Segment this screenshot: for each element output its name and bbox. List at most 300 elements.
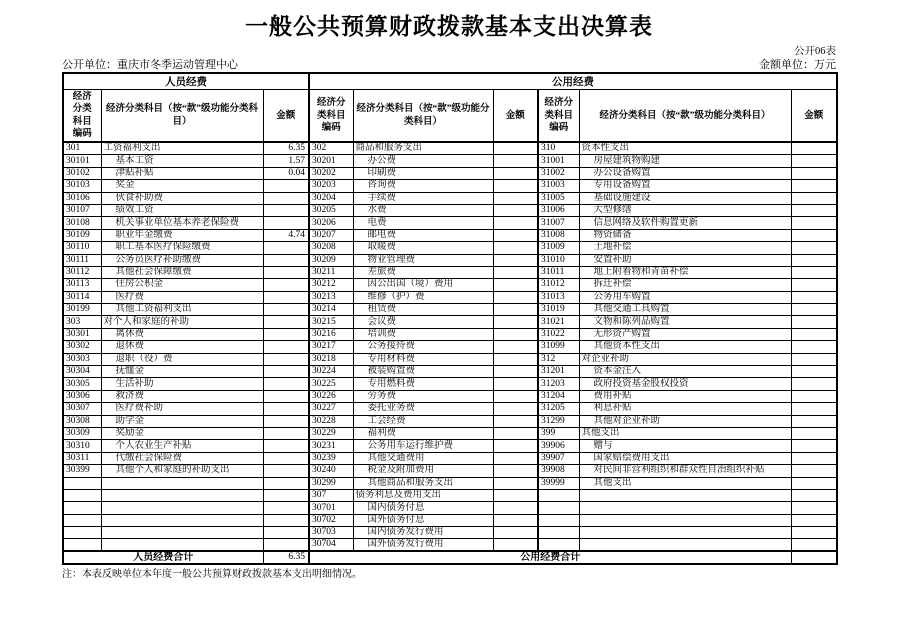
amount-cell [493, 539, 538, 552]
code-cell: 30201 [309, 155, 353, 167]
amount-cell [493, 353, 538, 365]
amount-cell [493, 465, 538, 477]
code-cell: 31011 [538, 266, 579, 278]
amount-cell [493, 142, 538, 155]
subject-cell [101, 477, 263, 489]
code-cell: 30225 [309, 378, 353, 390]
amount-cell: 1.57 [263, 155, 309, 167]
code-cell: 31021 [538, 316, 579, 328]
publish-unit-label: 公开单位：重庆市冬季运动管理中心 [62, 59, 238, 71]
amount-cell [263, 341, 309, 353]
amount-cell [791, 341, 837, 353]
amount-cell [493, 390, 538, 402]
amount-cell [263, 242, 309, 254]
subject-cell: 地上附着物和青苗补偿 [579, 266, 791, 278]
subject-cell: 物业管理费 [353, 254, 493, 266]
subject-cell: 工会经费 [353, 415, 493, 427]
code-cell: 399 [538, 427, 579, 439]
code-cell: 30208 [309, 242, 353, 254]
code-cell: 31010 [538, 254, 579, 266]
subject-cell: 税金及附加费用 [353, 465, 493, 477]
subject-cell: 物资储备 [579, 229, 791, 241]
subject-cell: 其他资本性支出 [579, 341, 791, 353]
subject-cell: 奖金 [101, 180, 263, 192]
amount-cell [263, 489, 309, 501]
subject-cell: 其他个人和家庭的补助支出 [101, 465, 263, 477]
code-cell: 30111 [63, 254, 101, 266]
table-row [63, 415, 837, 427]
table-number: 公开06表 [794, 46, 836, 57]
code-cell: 30204 [309, 192, 353, 204]
col-header-subject-public-capital: 经济分类科目（按“款”级功能分类科目） [579, 90, 791, 143]
code-cell: 30299 [309, 477, 353, 489]
code-cell: 30207 [309, 229, 353, 241]
subject-cell: 劳务费 [353, 390, 493, 402]
code-cell: 39999 [538, 477, 579, 489]
amount-cell [263, 266, 309, 278]
code-cell: 30106 [63, 192, 101, 204]
table-row [63, 378, 837, 390]
col-header-code-public-goods: 经济分类科目编码 [309, 90, 353, 143]
amount-cell [493, 204, 538, 216]
code-cell [538, 527, 579, 539]
amount-cell [263, 452, 309, 464]
subject-cell: 其他对企业补助 [579, 415, 791, 427]
table-row [63, 266, 837, 278]
code-cell: 30103 [63, 180, 101, 192]
amount-cell [791, 142, 837, 155]
amount-cell [263, 378, 309, 390]
amount-cell [493, 489, 538, 501]
subject-cell: 资本性支出 [579, 142, 791, 155]
code-cell: 31205 [538, 403, 579, 415]
code-cell: 39908 [538, 465, 579, 477]
amount-cell [493, 502, 538, 514]
subject-cell: 工资福利支出 [101, 142, 263, 155]
amount-cell [263, 279, 309, 291]
amount-cell [263, 415, 309, 427]
table-row [63, 477, 837, 489]
code-cell: 31007 [538, 217, 579, 229]
code-cell: 30206 [309, 217, 353, 229]
code-cell: 302 [309, 142, 353, 155]
code-cell: 30202 [309, 167, 353, 179]
amount-cell [263, 403, 309, 415]
table-row [63, 328, 837, 340]
table-row [63, 366, 837, 378]
subject-cell: 培训费 [353, 328, 493, 340]
amount-cell [493, 254, 538, 266]
code-cell: 30308 [63, 415, 101, 427]
code-cell [63, 477, 101, 489]
subject-cell: 专用设备购置 [579, 180, 791, 192]
subject-cell: 被装购置费 [353, 366, 493, 378]
subject-cell: 代缴社会保险费 [101, 452, 263, 464]
amount-cell [493, 217, 538, 229]
code-cell: 301 [63, 142, 101, 155]
personnel-total-amount: 6.35 [263, 551, 309, 564]
table-row [63, 192, 837, 204]
code-cell: 30209 [309, 254, 353, 266]
subject-cell: 津贴补贴 [101, 167, 263, 179]
table-row [63, 539, 837, 552]
subject-cell: 债务利息及费用支出 [353, 489, 493, 501]
amount-cell [791, 427, 837, 439]
subject-cell: 绩效工资 [101, 204, 263, 216]
amount-cell [791, 316, 837, 328]
amount-cell [263, 502, 309, 514]
subject-cell [579, 539, 791, 552]
table-row [63, 180, 837, 192]
subject-cell: 维修（护）费 [353, 291, 493, 303]
amount-cell: 6.35 [263, 142, 309, 155]
table-row [63, 527, 837, 539]
table-row [63, 291, 837, 303]
totals-row [63, 551, 837, 564]
page-title: 一般公共预算财政拨款基本支出决算表 [245, 13, 653, 39]
code-cell [538, 514, 579, 526]
code-cell [63, 514, 101, 526]
column-header-row [63, 90, 837, 143]
amount-cell [263, 204, 309, 216]
code-cell: 307 [309, 489, 353, 501]
amount-cell [493, 403, 538, 415]
subject-cell: 生活补助 [101, 378, 263, 390]
subject-cell: 差旅费 [353, 266, 493, 278]
code-cell: 31002 [538, 167, 579, 179]
table-row [63, 229, 837, 241]
subject-cell: 办公设备购置 [579, 167, 791, 179]
subject-cell: 手续费 [353, 192, 493, 204]
amount-cell [791, 502, 837, 514]
amount-cell [263, 539, 309, 552]
amount-cell [263, 527, 309, 539]
subject-cell: 助学金 [101, 415, 263, 427]
amount-cell [493, 514, 538, 526]
code-cell [63, 489, 101, 501]
code-cell: 30203 [309, 180, 353, 192]
subject-cell: 商品和服务支出 [353, 142, 493, 155]
subject-cell [101, 489, 263, 501]
subject-cell: 其他交通工具购置 [579, 304, 791, 316]
code-cell: 30214 [309, 304, 353, 316]
amount-cell [791, 514, 837, 526]
subject-cell: 救济费 [101, 390, 263, 402]
code-cell: 30216 [309, 328, 353, 340]
amount-cell [791, 353, 837, 365]
subject-cell: 费用补贴 [579, 390, 791, 402]
code-cell: 30307 [63, 403, 101, 415]
amount-cell [263, 427, 309, 439]
amount-cell [263, 304, 309, 316]
subject-cell: 公务接待费 [353, 341, 493, 353]
subject-cell: 咨询费 [353, 180, 493, 192]
code-cell: 30239 [309, 452, 353, 464]
table-row [63, 353, 837, 365]
table-row [63, 204, 837, 216]
amount-cell [263, 180, 309, 192]
col-header-code-personnel: 经济分类科目编码 [63, 90, 101, 143]
subject-cell: 其他交通费用 [353, 452, 493, 464]
amount-cell [791, 415, 837, 427]
table-row [63, 514, 837, 526]
code-cell: 30311 [63, 452, 101, 464]
code-cell: 30310 [63, 440, 101, 452]
subject-cell: 电费 [353, 217, 493, 229]
code-cell: 31299 [538, 415, 579, 427]
code-cell: 30199 [63, 304, 101, 316]
subject-cell: 福利费 [353, 427, 493, 439]
code-cell: 30227 [309, 403, 353, 415]
code-cell [538, 489, 579, 501]
amount-cell [791, 180, 837, 192]
code-cell [63, 502, 101, 514]
subject-cell [101, 539, 263, 552]
code-cell: 31013 [538, 291, 579, 303]
amount-cell: 0.04 [263, 167, 309, 179]
code-cell: 30304 [63, 366, 101, 378]
amount-cell [263, 328, 309, 340]
table-row [63, 452, 837, 464]
amount-cell [493, 415, 538, 427]
table-row [63, 304, 837, 316]
public-total-label: 公用经费合计 [309, 551, 791, 564]
code-cell: 30213 [309, 291, 353, 303]
subject-cell: 信息网络及软件购置更新 [579, 217, 791, 229]
subject-cell [101, 514, 263, 526]
amount-cell [263, 465, 309, 477]
amount-cell [791, 242, 837, 254]
amount-cell [791, 304, 837, 316]
amount-cell [263, 353, 309, 365]
subject-cell: 对企业补助 [579, 353, 791, 365]
code-cell: 30301 [63, 328, 101, 340]
subject-cell [101, 502, 263, 514]
subject-cell: 机关事业单位基本养老保险费 [101, 217, 263, 229]
col-header-subject-personnel: 经济分类科目（按“款”级功能分类科目） [101, 90, 263, 143]
code-cell [63, 539, 101, 552]
code-cell: 30309 [63, 427, 101, 439]
amount-cell [263, 440, 309, 452]
code-cell: 39907 [538, 452, 579, 464]
amount-cell [493, 279, 538, 291]
subject-cell: 职工基本医疗保险缴费 [101, 242, 263, 254]
code-cell: 31001 [538, 155, 579, 167]
amount-cell [791, 229, 837, 241]
code-cell: 31003 [538, 180, 579, 192]
code-cell: 30306 [63, 390, 101, 402]
amount-cell [493, 229, 538, 241]
code-cell [63, 527, 101, 539]
table-row [63, 390, 837, 402]
table-row [63, 502, 837, 514]
amount-unit-label: 金额单位：万元 [759, 59, 836, 71]
amount-cell [791, 452, 837, 464]
subject-cell: 退职（役）费 [101, 353, 263, 365]
code-cell: 30703 [309, 527, 353, 539]
amount-cell [493, 242, 538, 254]
subject-cell: 专用燃料费 [353, 378, 493, 390]
table-row [63, 254, 837, 266]
subject-cell [101, 527, 263, 539]
amount-cell [791, 527, 837, 539]
table-row [63, 279, 837, 291]
col-header-subject-public-goods: 经济分类科目（按“款”级功能分类科目） [353, 90, 493, 143]
table-row [63, 440, 837, 452]
subject-cell: 办公费 [353, 155, 493, 167]
code-cell: 30108 [63, 217, 101, 229]
amount-cell [791, 390, 837, 402]
subject-cell: 政府投资基金股权投资 [579, 378, 791, 390]
subject-cell: 奖励金 [101, 427, 263, 439]
code-cell: 31201 [538, 366, 579, 378]
subject-cell: 专用材料费 [353, 353, 493, 365]
amount-cell [263, 390, 309, 402]
subject-cell: 租赁费 [353, 304, 493, 316]
code-cell: 312 [538, 353, 579, 365]
amount-cell [263, 366, 309, 378]
section-header-personnel: 人员经费 [63, 73, 309, 90]
subject-cell: 邮电费 [353, 229, 493, 241]
amount-cell [791, 477, 837, 489]
subject-cell: 对民间非营利组织和群众性自治组织补贴 [579, 465, 791, 477]
amount-cell [493, 477, 538, 489]
code-cell: 30215 [309, 316, 353, 328]
code-cell: 30231 [309, 440, 353, 452]
subject-cell: 大型修缮 [579, 204, 791, 216]
amount-cell [493, 341, 538, 353]
code-cell: 31019 [538, 304, 579, 316]
amount-cell [791, 217, 837, 229]
subject-cell: 国外债务发行费用 [353, 539, 493, 552]
code-cell: 31009 [538, 242, 579, 254]
code-cell: 30240 [309, 465, 353, 477]
code-cell: 30704 [309, 539, 353, 552]
subject-cell: 离休费 [101, 328, 263, 340]
subject-cell: 其他工资福利支出 [101, 304, 263, 316]
amount-cell [791, 378, 837, 390]
subject-cell: 对个人和家庭的补助 [101, 316, 263, 328]
subject-cell: 住房公积金 [101, 279, 263, 291]
amount-cell [791, 254, 837, 266]
code-cell: 30101 [63, 155, 101, 167]
code-cell: 30224 [309, 366, 353, 378]
subject-cell: 其他商品和服务支出 [353, 477, 493, 489]
amount-cell [791, 489, 837, 501]
code-cell: 30212 [309, 279, 353, 291]
table-row [63, 489, 837, 501]
table-body [63, 142, 837, 551]
expenditure-table [62, 72, 838, 565]
subject-cell: 印刷费 [353, 167, 493, 179]
amount-cell [493, 192, 538, 204]
code-cell: 30113 [63, 279, 101, 291]
col-header-amount-public-capital: 金额 [791, 90, 837, 143]
section-header-row [63, 73, 837, 90]
code-cell: 31005 [538, 192, 579, 204]
subject-cell: 伙食补助费 [101, 192, 263, 204]
meta-row [62, 59, 836, 72]
subject-cell: 其他支出 [579, 427, 791, 439]
code-cell: 31008 [538, 229, 579, 241]
amount-cell [791, 192, 837, 204]
amount-cell [791, 266, 837, 278]
code-cell: 31099 [538, 341, 579, 353]
amount-cell [791, 366, 837, 378]
amount-cell [493, 316, 538, 328]
code-cell: 30399 [63, 465, 101, 477]
amount-cell [263, 316, 309, 328]
subject-cell [579, 514, 791, 526]
subject-cell: 医疗费补助 [101, 403, 263, 415]
amount-cell [493, 527, 538, 539]
amount-cell [493, 291, 538, 303]
subject-cell: 国外债务付息 [353, 514, 493, 526]
amount-cell [263, 254, 309, 266]
amount-cell [493, 266, 538, 278]
table-row [63, 427, 837, 439]
subject-cell: 退休费 [101, 341, 263, 353]
subject-cell: 安置补助 [579, 254, 791, 266]
code-cell: 31204 [538, 390, 579, 402]
amount-cell [791, 328, 837, 340]
subject-cell: 抚恤金 [101, 366, 263, 378]
code-cell: 30114 [63, 291, 101, 303]
col-header-code-public-capital: 经济分类科目编码 [538, 90, 579, 143]
code-cell: 30112 [63, 266, 101, 278]
subject-cell: 其他支出 [579, 477, 791, 489]
table-row [63, 242, 837, 254]
subject-cell: 国家赔偿费用支出 [579, 452, 791, 464]
table-row [63, 155, 837, 167]
subject-cell: 因公出国（境）费用 [353, 279, 493, 291]
code-cell: 30109 [63, 229, 101, 241]
code-cell: 30205 [309, 204, 353, 216]
subject-cell: 国内债务付息 [353, 502, 493, 514]
code-cell: 31012 [538, 279, 579, 291]
amount-cell [493, 378, 538, 390]
code-cell: 31006 [538, 204, 579, 216]
code-cell: 303 [63, 316, 101, 328]
subject-cell: 无形资产购置 [579, 328, 791, 340]
subject-cell: 利息补贴 [579, 403, 791, 415]
footnote: 注：本表反映单位本年度一般公共预算财政拨款基本支出明细情况。 [62, 569, 362, 581]
amount-cell [493, 167, 538, 179]
subject-cell [579, 489, 791, 501]
code-cell: 30211 [309, 266, 353, 278]
subject-cell: 基本工资 [101, 155, 263, 167]
code-cell: 30229 [309, 427, 353, 439]
table-row [63, 341, 837, 353]
code-cell: 39906 [538, 440, 579, 452]
code-cell: 30110 [63, 242, 101, 254]
subject-cell: 医疗费 [101, 291, 263, 303]
code-cell [538, 502, 579, 514]
subject-cell: 水费 [353, 204, 493, 216]
table-row [63, 217, 837, 229]
amount-cell [263, 477, 309, 489]
subject-cell [579, 502, 791, 514]
amount-cell [493, 440, 538, 452]
subject-cell: 公务用车运行维护费 [353, 440, 493, 452]
code-cell: 30303 [63, 353, 101, 365]
amount-cell [263, 192, 309, 204]
personnel-total-label: 人员经费合计 [63, 551, 263, 564]
code-cell: 30305 [63, 378, 101, 390]
amount-cell [493, 452, 538, 464]
code-cell: 30701 [309, 502, 353, 514]
subject-cell: 公务员医疗补助缴费 [101, 254, 263, 266]
